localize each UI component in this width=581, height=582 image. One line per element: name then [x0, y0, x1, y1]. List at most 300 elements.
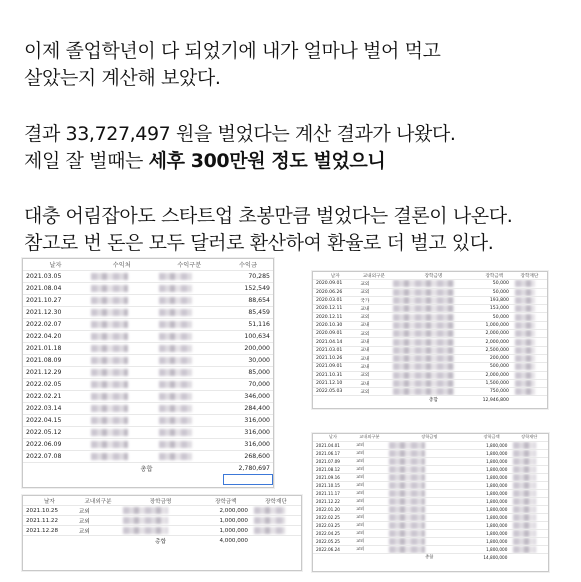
redaction-mark	[513, 490, 535, 497]
table-row	[23, 506, 301, 516]
redaction-mark	[515, 363, 535, 370]
redacted-cell	[156, 295, 224, 307]
redacted-cell	[156, 379, 224, 391]
intro-line-2: 살았는지 계산해 보았다.	[24, 67, 221, 89]
date-cell: 2021.10.27	[23, 295, 88, 307]
redacted-cell	[390, 296, 477, 304]
amount-cell: 1,800,000	[473, 481, 511, 489]
date-cell: 2020.12.11	[313, 313, 357, 321]
amount-cell: 70,000	[223, 379, 273, 391]
redacted-cell	[386, 505, 473, 513]
redacted-cell	[251, 526, 301, 536]
date-cell: 2021.10.15	[313, 481, 353, 489]
amount-cell: 268,600	[223, 451, 273, 463]
amount-cell: 2,000,000	[477, 338, 512, 346]
category-cell: 교외	[357, 330, 390, 338]
date-cell: 2021.07.09	[313, 457, 353, 465]
redaction-mark	[123, 507, 168, 514]
redacted-cell	[88, 295, 156, 307]
table-row	[23, 355, 273, 367]
redaction-mark	[91, 381, 128, 388]
table-row	[313, 338, 547, 346]
redaction-mark	[515, 330, 535, 337]
redacted-cell	[510, 489, 548, 497]
redacted-cell	[88, 271, 156, 283]
date-cell: 2022.04.20	[23, 331, 88, 343]
empty-cell	[156, 474, 224, 485]
redacted-cell	[390, 363, 477, 371]
redaction-mark	[389, 522, 425, 529]
redacted-cell	[88, 415, 156, 427]
redaction-mark	[513, 506, 535, 513]
table-row	[313, 330, 547, 338]
total-label: 총합	[140, 466, 153, 473]
amount-cell: 30,000	[223, 355, 273, 367]
amount-cell: 1,800,000	[473, 465, 511, 473]
redacted-cell	[386, 513, 473, 521]
table-row	[313, 321, 547, 329]
redaction-mark	[393, 363, 453, 370]
redaction-mark	[513, 474, 535, 481]
amount-cell: 193,800	[477, 296, 512, 304]
total-value: 2,780,697	[238, 465, 270, 472]
empty-cell	[88, 474, 156, 485]
redacted-cell	[390, 321, 477, 329]
category-cell: 교외	[357, 371, 390, 379]
amount-cell: 346,000	[223, 391, 273, 403]
result-paragraph	[24, 121, 456, 175]
redaction-mark	[515, 355, 535, 362]
table-row	[23, 331, 273, 343]
conclusion-paragraph	[24, 203, 512, 257]
column-header: 장학금액	[201, 496, 251, 506]
amount-cell: 1,000,000	[201, 516, 251, 526]
intro-line-1: 이제 졸업학년이 다 되었기에 내가 얼마나 벌어 먹고	[24, 40, 441, 62]
redacted-cell	[512, 305, 547, 313]
category-cell: 교외	[353, 449, 386, 457]
redacted-cell	[386, 465, 473, 473]
empty-cell	[156, 463, 224, 475]
table-row	[313, 441, 548, 449]
redacted-cell	[88, 379, 156, 391]
redacted-cell	[390, 354, 477, 362]
redaction-mark	[513, 522, 535, 529]
table-row	[313, 537, 548, 545]
redacted-cell	[510, 521, 548, 529]
table-row	[23, 403, 273, 415]
table-row	[313, 305, 547, 313]
date-cell: 2021.04.14	[313, 338, 357, 346]
redacted-cell	[390, 379, 477, 387]
column-header: 교내외구분	[76, 496, 120, 506]
redaction-mark	[389, 530, 425, 537]
date-cell: 2021.12.28	[23, 526, 76, 536]
date-cell: 2021.12.10	[313, 379, 357, 387]
redacted-cell	[251, 516, 301, 526]
total-value: 14,800,000	[483, 554, 508, 560]
date-cell: 2020.09.01	[313, 280, 357, 288]
redacted-cell	[88, 367, 156, 379]
date-cell: 2022.03.25	[313, 521, 353, 529]
redaction-mark	[91, 429, 128, 436]
date-cell: 2022.02.07	[23, 319, 88, 331]
date-cell: 2022.05.12	[23, 427, 88, 439]
conclusion-line-2: 참고로 번 돈은 모두 달러로 환산하여 환율로 더 벌고 있다.	[24, 232, 494, 254]
table-row	[313, 449, 548, 457]
table-row	[313, 346, 547, 354]
scholarship-spreadsheet-3	[22, 495, 302, 571]
redaction-mark	[159, 381, 193, 388]
redacted-cell	[510, 465, 548, 473]
amount-cell: 1,800,000	[473, 457, 511, 465]
amount-cell: 1,800,000	[473, 521, 511, 529]
redaction-mark	[389, 442, 425, 449]
redaction-mark	[515, 322, 535, 329]
redacted-cell	[386, 497, 473, 505]
redacted-cell	[156, 367, 224, 379]
result-line-1: 결과 33,727,497 원을 벌었다는 계산 결과가 나왔다.	[24, 123, 456, 145]
category-cell: 교내	[357, 346, 390, 354]
redacted-cell	[156, 427, 224, 439]
category-cell: 교외	[353, 505, 386, 513]
redacted-cell	[510, 497, 548, 505]
redaction-mark	[513, 530, 535, 537]
redaction-mark	[159, 441, 193, 448]
redacted-cell	[88, 307, 156, 319]
amount-cell: 50,000	[477, 288, 512, 296]
table-row	[313, 545, 548, 553]
redacted-cell	[510, 481, 548, 489]
redaction-mark	[393, 314, 453, 321]
category-cell: 교외	[353, 529, 386, 537]
table-row	[313, 363, 547, 371]
amount-cell: 316,000	[223, 415, 273, 427]
column-header: 장학재단	[251, 496, 301, 506]
date-cell: 2021.11.22	[23, 516, 76, 526]
redaction-mark	[389, 546, 425, 553]
category-cell: 교외	[353, 481, 386, 489]
redaction-mark	[91, 357, 128, 364]
result-line-2	[24, 148, 456, 175]
category-cell: 교외	[76, 506, 120, 516]
total-label: 총합	[429, 398, 438, 404]
column-header: 장학재단	[510, 434, 548, 441]
redaction-mark	[91, 297, 128, 304]
date-cell: 2022.04.25	[313, 529, 353, 537]
redacted-cell	[88, 319, 156, 331]
amount-cell: 1,000,000	[201, 526, 251, 536]
redaction-mark	[393, 330, 453, 337]
category-cell: 교외	[353, 489, 386, 497]
table-row	[23, 271, 273, 283]
category-cell: 교내	[357, 379, 390, 387]
date-cell: 2022.05.25	[313, 537, 353, 545]
redacted-cell	[512, 371, 547, 379]
redacted-cell	[390, 338, 477, 346]
category-cell: 교내	[357, 354, 390, 362]
redacted-cell	[390, 288, 477, 296]
redacted-cell	[510, 545, 548, 553]
redaction-mark	[515, 380, 535, 387]
redacted-cell	[88, 331, 156, 343]
redacted-cell	[510, 449, 548, 457]
redacted-cell	[390, 330, 477, 338]
redacted-cell	[386, 457, 473, 465]
table-row	[313, 497, 548, 505]
amount-cell: 2,000,000	[477, 330, 512, 338]
redacted-cell	[156, 283, 224, 295]
redaction-mark	[515, 314, 535, 321]
date-cell: 2021.01.18	[23, 343, 88, 355]
table-row	[313, 288, 547, 296]
redaction-mark	[254, 517, 285, 524]
amount-cell: 1,000,000	[477, 321, 512, 329]
table-row	[23, 516, 301, 526]
redaction-mark	[159, 297, 193, 304]
amount-cell: 85,459	[223, 307, 273, 319]
empty-cell	[313, 396, 357, 404]
redacted-cell	[512, 288, 547, 296]
redacted-cell	[512, 321, 547, 329]
empty-cell	[23, 536, 76, 546]
table-row	[313, 489, 548, 497]
redaction-mark	[159, 345, 193, 352]
redaction-mark	[91, 393, 128, 400]
table-row	[313, 296, 547, 304]
date-cell: 2021.11.17	[313, 489, 353, 497]
column-header: 장학금액	[473, 434, 511, 441]
date-cell: 2021.12.29	[23, 367, 88, 379]
table-row	[23, 283, 273, 295]
redaction-mark	[515, 347, 535, 354]
redaction-mark	[393, 289, 453, 296]
amount-cell: 1,800,000	[473, 489, 511, 497]
redacted-cell	[156, 343, 224, 355]
table-row	[313, 505, 548, 513]
amount-cell: 316,000	[223, 439, 273, 451]
amount-cell: 2,000,000	[477, 371, 512, 379]
date-cell: 2021.08.04	[23, 283, 88, 295]
column-header: 교내외구분	[353, 434, 386, 441]
redaction-mark	[159, 417, 193, 424]
category-cell: 교내	[357, 338, 390, 346]
category-cell: 교외	[353, 545, 386, 553]
redaction-mark	[91, 369, 128, 376]
redacted-cell	[390, 388, 477, 396]
redaction-mark	[389, 506, 425, 513]
category-cell: 교외	[357, 280, 390, 288]
redacted-cell	[512, 296, 547, 304]
table-row	[23, 427, 273, 439]
redacted-cell	[512, 388, 547, 396]
redacted-cell	[251, 506, 301, 516]
selected-row	[23, 474, 273, 485]
redacted-cell	[88, 427, 156, 439]
table-row	[313, 465, 548, 473]
redaction-mark	[159, 309, 193, 316]
redaction-mark	[91, 273, 128, 280]
redacted-cell	[386, 473, 473, 481]
table-row	[23, 379, 273, 391]
date-cell: 2021.08.12	[313, 465, 353, 473]
redacted-cell	[120, 506, 201, 516]
empty-cell	[313, 553, 353, 560]
column-header: 수익금	[223, 259, 273, 271]
redacted-cell	[390, 313, 477, 321]
date-cell: 2022.06.24	[313, 545, 353, 553]
redacted-cell	[390, 346, 477, 354]
category-cell: 교외	[353, 441, 386, 449]
date-cell: 2022.02.05	[23, 379, 88, 391]
amount-cell: 88,654	[223, 295, 273, 307]
redaction-mark	[159, 357, 193, 364]
redaction-mark	[389, 458, 425, 465]
table-row	[23, 415, 273, 427]
redaction-mark	[389, 490, 425, 497]
redaction-mark	[393, 305, 453, 312]
total-row	[23, 536, 301, 546]
redacted-cell	[386, 521, 473, 529]
redaction-mark	[254, 507, 285, 514]
empty-cell	[23, 463, 88, 475]
redacted-cell	[510, 457, 548, 465]
redaction-mark	[389, 466, 425, 473]
redacted-cell	[390, 305, 477, 313]
redacted-cell	[386, 481, 473, 489]
redaction-mark	[389, 514, 425, 521]
table-row	[313, 354, 547, 362]
date-cell: 2021.06.17	[313, 449, 353, 457]
category-cell: 교내	[357, 305, 390, 313]
category-cell: 국가	[357, 296, 390, 304]
amount-cell: 500,000	[477, 363, 512, 371]
redaction-mark	[393, 372, 453, 379]
category-cell: 교외	[357, 288, 390, 296]
redacted-cell	[156, 355, 224, 367]
redacted-cell	[88, 451, 156, 463]
date-cell: 2022.01.20	[313, 505, 353, 513]
redaction-mark	[513, 482, 535, 489]
table-row	[23, 526, 301, 536]
total-value: 4,000,000	[219, 537, 248, 544]
redacted-cell	[512, 313, 547, 321]
amount-cell: 1,800,000	[473, 497, 511, 505]
category-cell: 교외	[353, 473, 386, 481]
date-cell: 2021.09.16	[313, 473, 353, 481]
date-cell: 2021.10.31	[313, 371, 357, 379]
date-cell: 2020.12.11	[313, 305, 357, 313]
category-cell: 교외	[353, 513, 386, 521]
redaction-mark	[91, 453, 128, 460]
redaction-mark	[159, 273, 193, 280]
redacted-cell	[88, 439, 156, 451]
empty-cell	[510, 553, 548, 560]
date-cell: 2022.03.14	[23, 403, 88, 415]
amount-cell: 50,000	[477, 280, 512, 288]
redaction-mark	[515, 372, 535, 379]
scholarship-spreadsheet-1	[312, 271, 548, 409]
table-row	[313, 313, 547, 321]
redaction-mark	[393, 380, 453, 387]
redaction-mark	[91, 309, 128, 316]
redaction-mark	[513, 514, 535, 521]
redacted-cell	[120, 516, 201, 526]
amount-cell: 50,000	[477, 313, 512, 321]
redaction-mark	[91, 405, 128, 412]
category-cell: 교외	[353, 497, 386, 505]
redaction-mark	[91, 333, 128, 340]
date-cell: 2021.03.01	[313, 346, 357, 354]
empty-cell	[23, 474, 88, 485]
date-cell: 2021.12.30	[23, 307, 88, 319]
redaction-mark	[393, 297, 453, 304]
redacted-cell	[390, 371, 477, 379]
date-cell: 2020.03.01	[313, 296, 357, 304]
date-cell: 2022.06.09	[23, 439, 88, 451]
total-row	[313, 396, 547, 404]
amount-cell: 750,000	[477, 388, 512, 396]
redaction-mark	[91, 417, 128, 424]
date-cell: 2022.05.03	[313, 388, 357, 396]
redaction-mark	[159, 285, 193, 292]
redacted-cell	[512, 363, 547, 371]
redaction-mark	[515, 388, 535, 395]
redaction-mark	[159, 453, 193, 460]
date-cell: 2021.08.09	[23, 355, 88, 367]
redaction-mark	[91, 441, 128, 448]
total-label: 총합	[425, 554, 434, 560]
redaction-mark	[513, 458, 535, 465]
table-row	[313, 379, 547, 387]
column-header: 장학금명	[120, 496, 201, 506]
amount-cell: 200,000	[223, 343, 273, 355]
redaction-mark	[389, 538, 425, 545]
date-cell: 2022.04.15	[23, 415, 88, 427]
column-header: 수익구분	[156, 259, 224, 271]
table-row	[313, 529, 548, 537]
date-cell: 2022.07.08	[23, 451, 88, 463]
amount-cell: 85,000	[223, 367, 273, 379]
amount-cell: 1,800,000	[473, 441, 511, 449]
amount-cell: 70,285	[223, 271, 273, 283]
date-cell: 2021.10.25	[23, 506, 76, 516]
date-cell: 2020.09.01	[313, 330, 357, 338]
amount-cell: 1,500,000	[477, 379, 512, 387]
table-row	[23, 391, 273, 403]
redaction-mark	[159, 333, 193, 340]
category-cell: 교외	[353, 521, 386, 529]
column-header: 교내외구분	[357, 272, 390, 280]
redacted-cell	[510, 505, 548, 513]
redaction-mark	[393, 322, 453, 329]
redacted-cell	[156, 439, 224, 451]
date-cell: 2021.09.01	[313, 363, 357, 371]
category-cell: 교외	[353, 537, 386, 545]
amount-cell: 100,634	[223, 331, 273, 343]
redaction-mark	[91, 285, 128, 292]
category-cell: 교외	[76, 516, 120, 526]
redaction-mark	[91, 345, 128, 352]
table-row	[23, 451, 273, 463]
date-cell: 2021.04.01	[313, 441, 353, 449]
conclusion-line-1: 대충 어림잡아도 스타트업 초봉만큼 벌었다는 결론이 나온다.	[24, 205, 513, 227]
amount-cell: 316,000	[223, 427, 273, 439]
redacted-cell	[88, 391, 156, 403]
redacted-cell	[512, 379, 547, 387]
intro-paragraph	[24, 38, 441, 92]
amount-cell: 2,000,000	[201, 506, 251, 516]
column-header: 날자	[23, 259, 88, 271]
